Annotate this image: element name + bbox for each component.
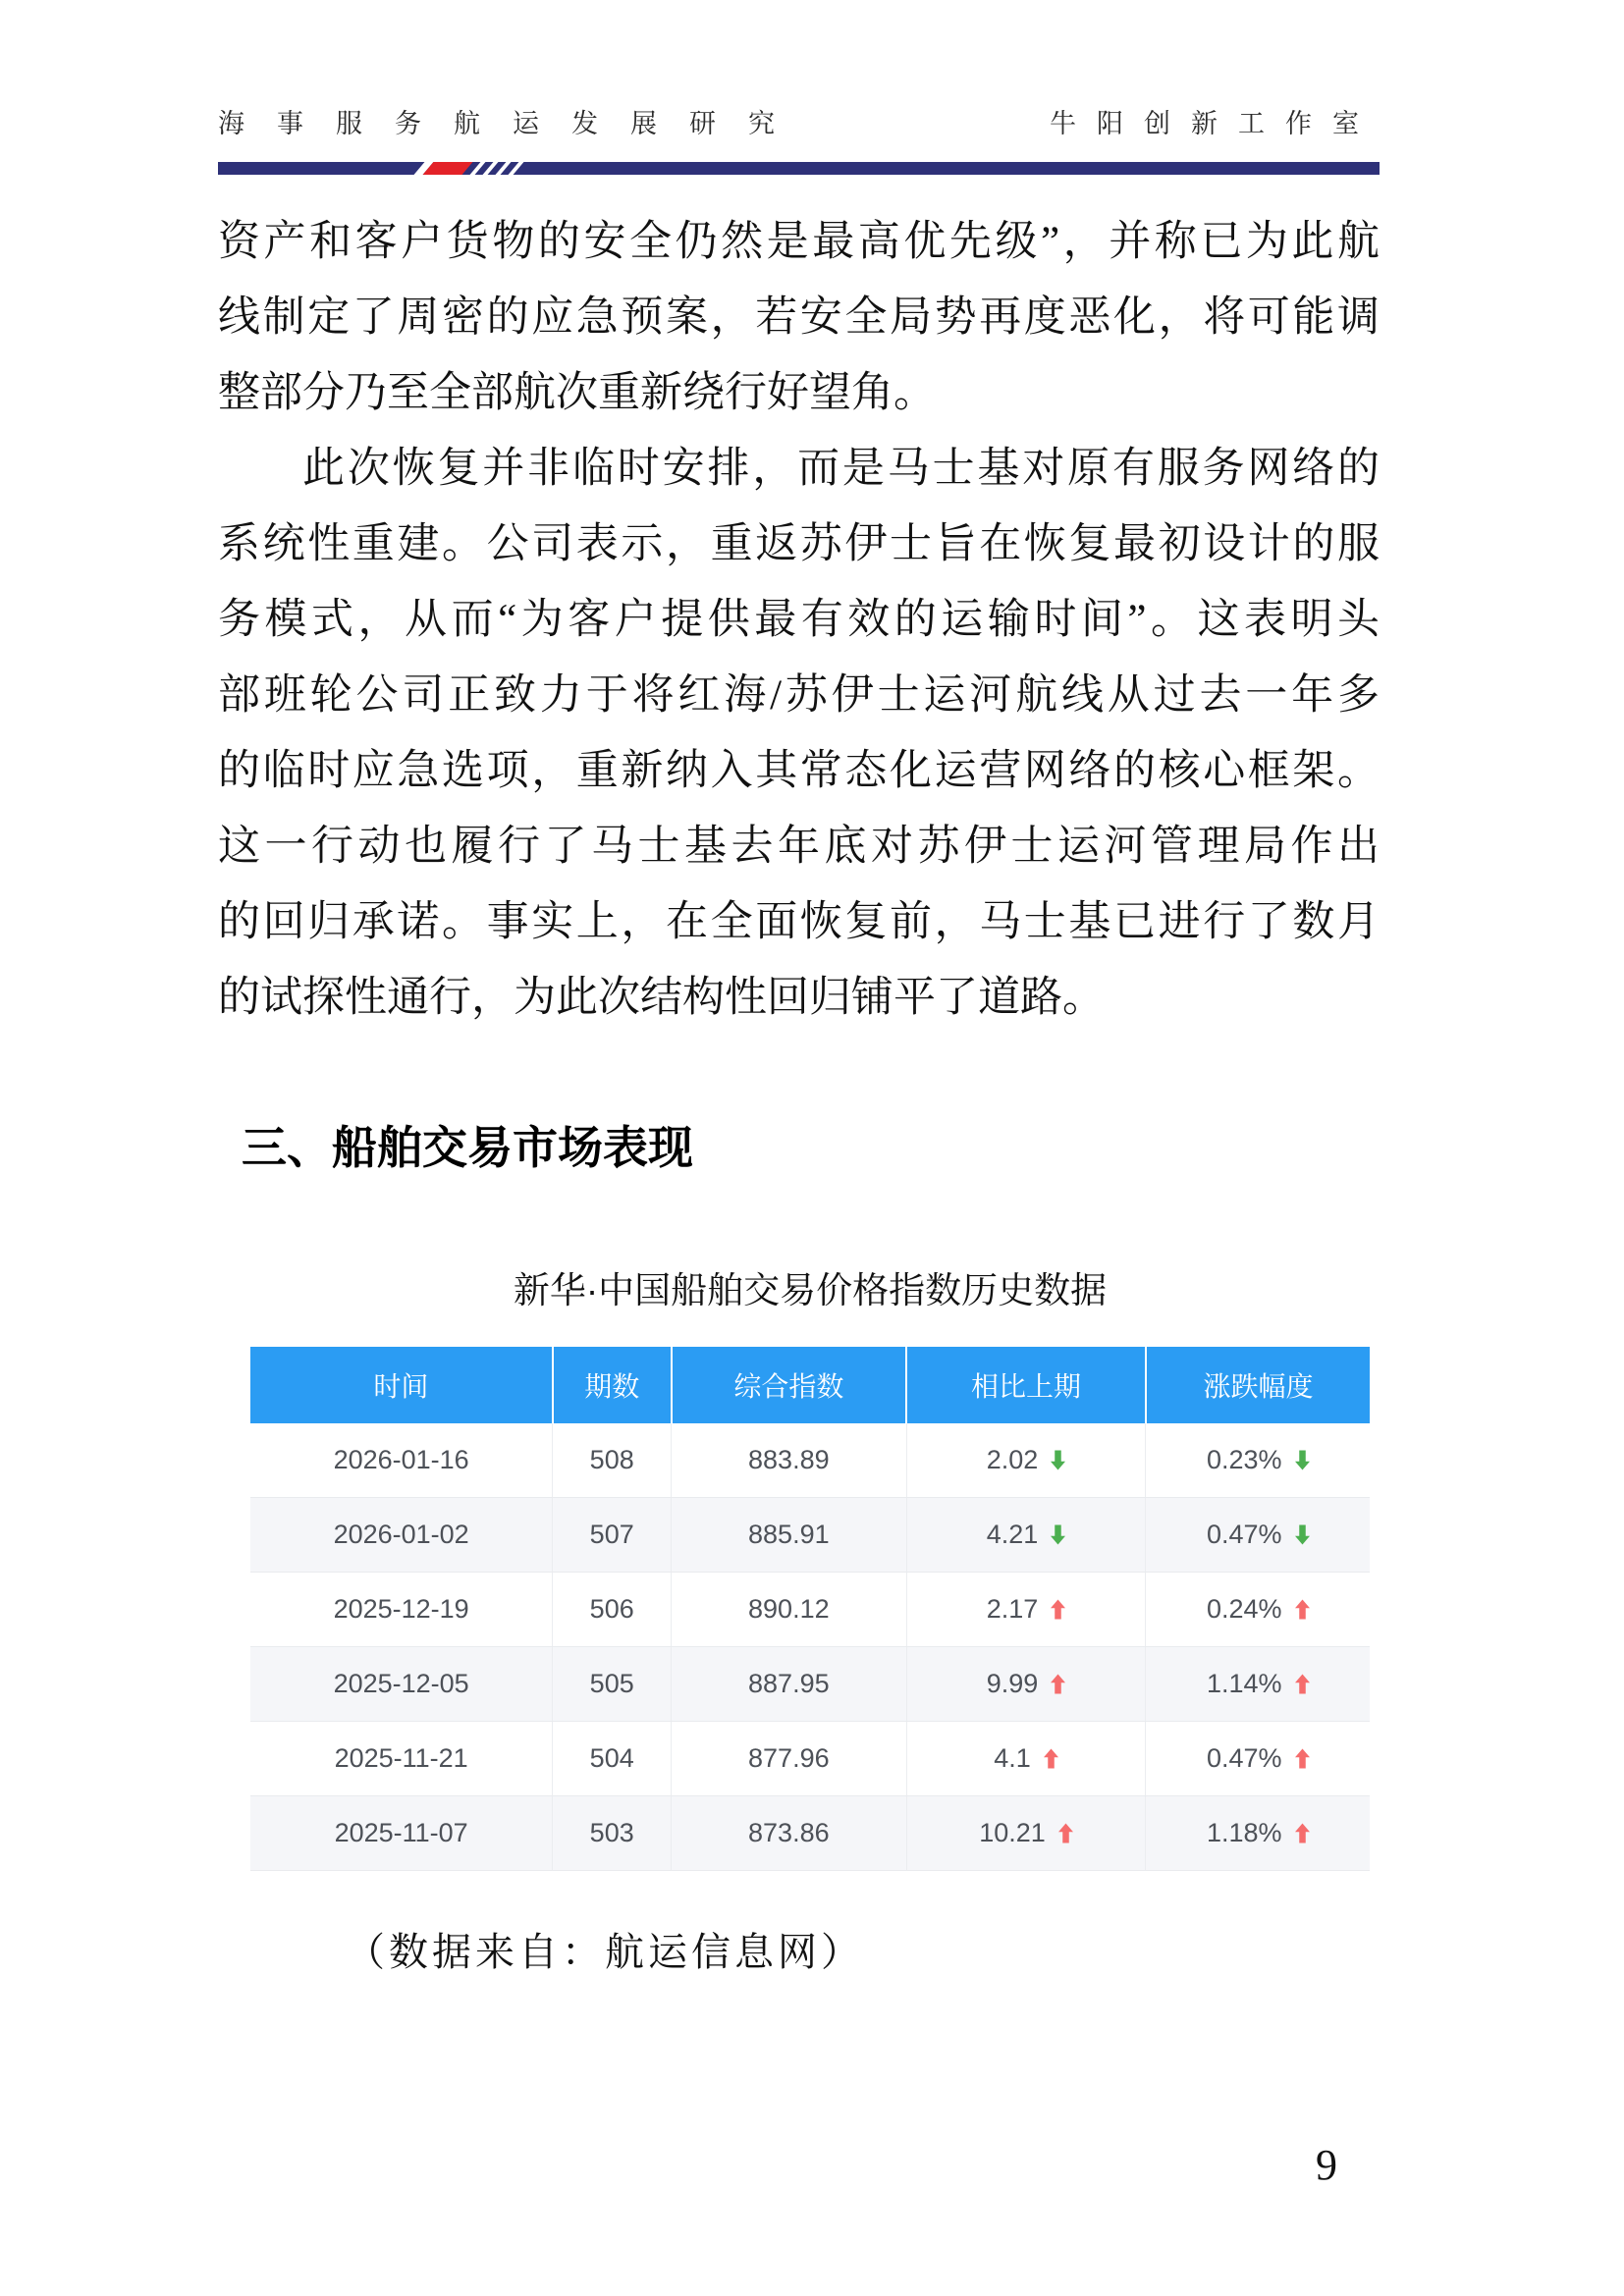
ship-index-table <box>250 1347 1370 1871</box>
divider-accent-icon <box>419 162 518 175</box>
col-header-change: 相比上期 <box>906 1347 1146 1423</box>
trend-arrow-icon <box>1058 1823 1073 1843</box>
cell-change: 10.21 <box>906 1796 1146 1871</box>
body-line: 这一行动也履行了马士基去年底对苏伊士运河管理局作出 <box>218 824 1380 870</box>
body-line: 此次恢复并非临时安排，而是马士基对原有服务网络的 <box>302 446 1380 492</box>
header-left-title: 海事服务航运发展研究 <box>218 109 807 138</box>
col-header-issue: 期数 <box>553 1347 672 1423</box>
trend-arrow-icon <box>1295 1748 1310 1769</box>
cell-index: 873.86 <box>672 1796 906 1871</box>
data-source-note: （数据来自：航运信息网） <box>346 1930 864 1974</box>
trend-arrow-icon <box>1051 1599 1065 1620</box>
page-content <box>218 0 1380 1980</box>
trend-arrow-icon <box>1295 1450 1310 1470</box>
trend-arrow-icon <box>1051 1524 1065 1545</box>
cell-change: 4.1 <box>906 1722 1146 1796</box>
cell-index: 877.96 <box>672 1722 906 1796</box>
trend-arrow-icon <box>1295 1674 1310 1694</box>
cell-issue: 508 <box>553 1423 672 1498</box>
table-row <box>250 1498 1370 1573</box>
cell-index: 887.95 <box>672 1647 906 1722</box>
body-line: 务模式，从而“为客户提供最有效的运输时间”。这表明头 <box>218 597 1380 643</box>
cell-change: 4.21 <box>906 1498 1146 1573</box>
body-line: 资产和客户货物的安全仍然是最高优先级”，并称已为此航 <box>218 219 1380 265</box>
cell-date: 2025-12-19 <box>250 1573 553 1647</box>
cell-issue: 503 <box>553 1796 672 1871</box>
section-heading: 三、船舶交易市场表现 <box>242 1122 693 1173</box>
trend-arrow-icon <box>1295 1599 1310 1620</box>
page-number: 9 <box>1316 2141 1337 2189</box>
running-header <box>218 106 1380 141</box>
cell-change: 2.02 <box>906 1423 1146 1498</box>
body-line: 系统性重建。公司表示，重返苏伊士旨在恢复最初设计的服 <box>218 521 1380 567</box>
body-line: 的试探性通行，为此次结构性回归铺平了道路。 <box>218 975 1105 1021</box>
trend-arrow-icon <box>1044 1748 1058 1769</box>
body-paragraph-1 <box>218 204 1380 431</box>
cell-pct: 0.47% <box>1146 1498 1370 1573</box>
body-line: 整部分乃至全部航次重新绕行好望角。 <box>218 370 936 416</box>
cell-issue: 507 <box>553 1498 672 1573</box>
body-line: 线制定了周密的应急预案，若安全局势再度恶化，将可能调 <box>218 294 1380 341</box>
trend-arrow-icon <box>1295 1823 1310 1843</box>
cell-date: 2025-11-07 <box>250 1796 553 1871</box>
cell-index: 890.12 <box>672 1573 906 1647</box>
cell-issue: 505 <box>553 1647 672 1722</box>
cell-date: 2025-12-05 <box>250 1647 553 1722</box>
table-row <box>250 1573 1370 1647</box>
cell-pct: 1.14% <box>1146 1647 1370 1722</box>
table-row <box>250 1423 1370 1498</box>
trend-arrow-icon <box>1051 1674 1065 1694</box>
table-row <box>250 1796 1370 1871</box>
table-row <box>250 1722 1370 1796</box>
header-divider-rule <box>218 162 1380 175</box>
table-title: 新华·中国船舶交易价格指数历史数据 <box>513 1270 1108 1310</box>
trend-arrow-icon <box>1295 1524 1310 1545</box>
table-header-row <box>250 1347 1370 1423</box>
cell-pct: 0.47% <box>1146 1722 1370 1796</box>
cell-date: 2026-01-02 <box>250 1498 553 1573</box>
cell-change: 2.17 <box>906 1573 1146 1647</box>
body-line: 的临时应急选项，重新纳入其常态化运营网络的核心框架。 <box>218 748 1380 794</box>
col-header-date: 时间 <box>250 1347 553 1423</box>
body-line: 部班轮公司正致力于将红海/苏伊士运河航线从过去一年多 <box>218 672 1380 719</box>
cell-issue: 504 <box>553 1722 672 1796</box>
header-right-title: 牛阳创新工作室 <box>1050 109 1380 138</box>
cell-issue: 506 <box>553 1573 672 1647</box>
cell-date: 2025-11-21 <box>250 1722 553 1796</box>
cell-pct: 1.18% <box>1146 1796 1370 1871</box>
cell-pct: 0.23% <box>1146 1423 1370 1498</box>
cell-index: 885.91 <box>672 1498 906 1573</box>
cell-date: 2026-01-16 <box>250 1423 553 1498</box>
cell-pct: 0.24% <box>1146 1573 1370 1647</box>
body-paragraph-2 <box>218 431 1380 1036</box>
trend-arrow-icon <box>1051 1450 1065 1470</box>
cell-change: 9.99 <box>906 1647 1146 1722</box>
cell-index: 883.89 <box>672 1423 906 1498</box>
col-header-index: 综合指数 <box>672 1347 906 1423</box>
col-header-pct: 涨跌幅度 <box>1146 1347 1370 1423</box>
table-row <box>250 1647 1370 1722</box>
body-line: 的回归承诺。事实上，在全面恢复前，马士基已进行了数月 <box>218 899 1380 945</box>
